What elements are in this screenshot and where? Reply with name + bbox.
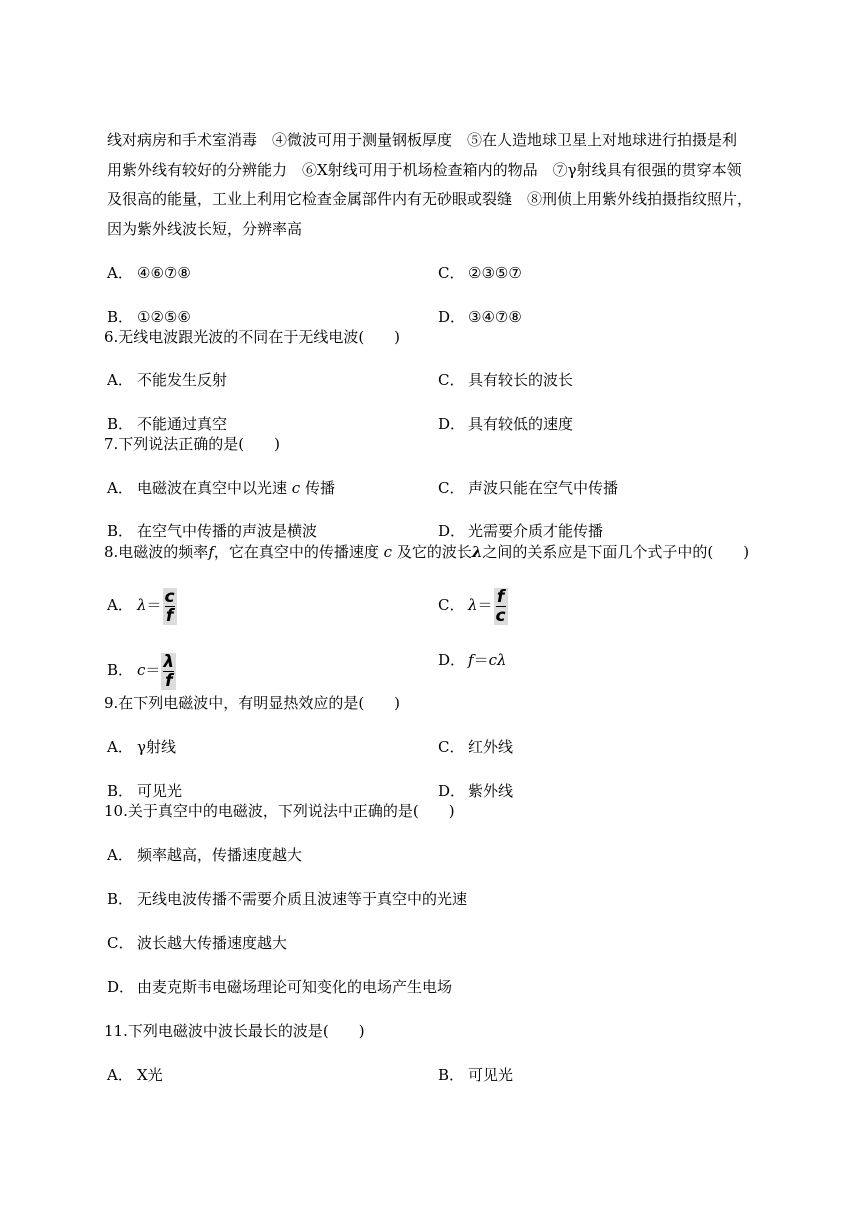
q9-option-a[interactable] xyxy=(107,737,176,757)
q9-option-c[interactable] xyxy=(438,737,513,757)
q10-option-c[interactable] xyxy=(107,933,287,953)
variable-c: c xyxy=(383,543,393,561)
variable-c: c xyxy=(291,479,301,497)
option-text: 具有较长的波长 xyxy=(468,371,574,389)
option-text: 紫外线 xyxy=(468,782,514,800)
q8-option-d[interactable] xyxy=(438,650,507,670)
option-text: 可见光 xyxy=(137,782,183,800)
fraction-denominator: f xyxy=(165,605,174,626)
option-text: X光 xyxy=(137,1066,163,1084)
option-letter: A． xyxy=(107,846,133,864)
statement-line-3: 及很高的能量，工业上利用它检查金属部件内有无砂眼或裂缝 ⑧刑侦上用紫外线拍摄指纹照片， xyxy=(107,190,753,208)
formula-lhs: λ xyxy=(468,596,478,614)
option-text: 不能通过真空 xyxy=(137,415,228,433)
option-letter: B． xyxy=(107,782,134,800)
q11-option-b[interactable] xyxy=(438,1065,513,1085)
question-8-stem xyxy=(104,542,749,562)
formula-equals: ＝ xyxy=(477,596,493,614)
formula-rhs: cλ xyxy=(488,651,507,669)
q5-option-a[interactable] xyxy=(107,263,191,283)
option-letter: C． xyxy=(438,264,465,282)
formula-equals: ＝ xyxy=(146,596,162,614)
variable-lambda: λ xyxy=(471,543,483,561)
question-10-stem: 10.关于真空中的电磁波，下列说法中正确的是( ) xyxy=(104,802,455,820)
formula-fraction xyxy=(163,588,177,625)
q7-option-b[interactable] xyxy=(107,521,317,541)
q6-option-d[interactable] xyxy=(438,414,573,434)
option-letter: B． xyxy=(107,308,134,326)
option-text: 波长越大传播速度越大 xyxy=(137,934,288,952)
option-text: 红外线 xyxy=(468,738,514,756)
q8-stem-mid2: 及它的波长 xyxy=(396,543,472,561)
q10-option-a[interactable] xyxy=(107,845,302,865)
q11-option-a[interactable] xyxy=(107,1065,163,1085)
q10-option-d[interactable] xyxy=(107,977,452,997)
question-9-stem: 9.在下列电磁波中，有明显热效应的是( ) xyxy=(104,694,401,712)
option-letter: D． xyxy=(438,651,466,669)
option-letter: A． xyxy=(107,738,133,756)
q6-option-c[interactable] xyxy=(438,370,573,390)
option-letter: D． xyxy=(438,308,466,326)
q10-option-b[interactable] xyxy=(107,889,467,909)
question-11-stem: 11.下列电磁波中波长最长的波是( ) xyxy=(104,1022,365,1040)
statement-line-4: 因为紫外线波长短，分辨率高 xyxy=(107,219,303,238)
option-letter: D． xyxy=(107,978,135,996)
option-letter: B． xyxy=(107,890,134,908)
formula-equals: ＝ xyxy=(473,651,489,669)
q5-option-c[interactable] xyxy=(438,263,522,283)
option-letter: C． xyxy=(107,934,134,952)
question-6-stem: 6.无线电波跟光波的不同在于无线电波( ) xyxy=(104,328,401,346)
option-text: 光需要介质才能传播 xyxy=(468,522,604,540)
option-letter: B． xyxy=(107,661,134,679)
fraction-denominator: c xyxy=(495,605,506,626)
q8-option-a[interactable] xyxy=(107,584,177,626)
option-text: 无线电波传播不需要介质且波速等于真空中的光速 xyxy=(137,890,468,908)
option-letter: C． xyxy=(438,596,465,614)
formula-lhs: λ xyxy=(137,596,147,614)
q5-option-d[interactable] xyxy=(438,307,522,327)
formula-lhs: f xyxy=(468,651,474,669)
option-letter: D． xyxy=(438,522,466,540)
option-text: ②③⑤⑦ xyxy=(468,264,522,282)
option-letter: D． xyxy=(438,415,466,433)
option-text: 可见光 xyxy=(468,1066,514,1084)
q7-option-a[interactable] xyxy=(107,478,335,498)
option-text-post: 传播 xyxy=(304,479,335,497)
q6-option-b[interactable] xyxy=(107,414,227,434)
option-text: ③④⑦⑧ xyxy=(468,308,522,326)
q5-option-b[interactable] xyxy=(107,307,191,327)
option-letter: B． xyxy=(107,522,134,540)
option-text: ①②⑤⑥ xyxy=(137,308,191,326)
option-letter: A． xyxy=(107,479,133,497)
formula-lhs: c xyxy=(137,661,146,679)
q8-option-c[interactable] xyxy=(438,584,508,626)
q6-option-a[interactable] xyxy=(107,370,227,390)
option-text: 频率越高，传播速度越大 xyxy=(137,846,303,864)
fraction-numerator: f xyxy=(496,586,505,607)
q8-stem-pre: 8.电磁波的频率 xyxy=(104,543,209,561)
option-letter: D． xyxy=(438,782,466,800)
question-7-stem: 7.下列说法正确的是( ) xyxy=(104,435,281,453)
q8-option-b[interactable] xyxy=(107,649,176,691)
option-letter: A． xyxy=(107,596,133,614)
option-text: 由麦克斯韦电磁场理论可知变化的电场产生电场 xyxy=(137,978,453,996)
option-text: ④⑥⑦⑧ xyxy=(137,264,191,282)
q9-option-d[interactable] xyxy=(438,781,513,801)
option-letter: C． xyxy=(438,738,465,756)
option-text: γ射线 xyxy=(137,738,176,756)
variable-f: f xyxy=(208,543,214,561)
statement-line-2: 用紫外线有较好的分辨能力 ⑥X射线可用于机场检查箱内的物品 ⑦γ射线具有很强的贯穿本领 xyxy=(107,160,742,179)
formula-fraction xyxy=(161,653,176,690)
option-letter: A． xyxy=(107,1066,133,1084)
option-letter: B． xyxy=(438,1066,465,1084)
option-text: 在空气中传播的声波是横波 xyxy=(137,522,318,540)
fraction-numerator: c xyxy=(164,586,175,607)
q7-option-d[interactable] xyxy=(438,521,603,541)
formula-equals: ＝ xyxy=(145,661,161,679)
option-letter: A． xyxy=(107,371,133,389)
option-letter: C． xyxy=(438,371,465,389)
q7-option-c[interactable] xyxy=(438,478,618,498)
option-text-pre: 电磁波在真空中以光速 xyxy=(137,479,288,497)
option-letter: C． xyxy=(438,479,465,497)
q8-stem-mid: ，它在真空中的传播速度 xyxy=(213,543,379,561)
question-5-statement-text xyxy=(107,126,752,244)
q8-stem-post: 之间的关系应是下面几个式子中的( ) xyxy=(482,543,750,561)
fraction-numerator: λ xyxy=(163,651,175,672)
option-text: 不能发生反射 xyxy=(137,371,228,389)
statement-line-1: 线对病房和手术室消毒 ④微波可用于测量钢板厚度 ⑤在人造地球卫星上对地球进行拍摄是利 xyxy=(107,131,738,149)
formula-fraction xyxy=(494,588,508,625)
option-text: 声波只能在空气中传播 xyxy=(468,479,619,497)
option-text: 具有较低的速度 xyxy=(468,415,574,433)
option-letter: B． xyxy=(107,415,134,433)
q9-option-b[interactable] xyxy=(107,781,182,801)
fraction-denominator: f xyxy=(165,670,173,691)
option-letter: A． xyxy=(107,264,133,282)
